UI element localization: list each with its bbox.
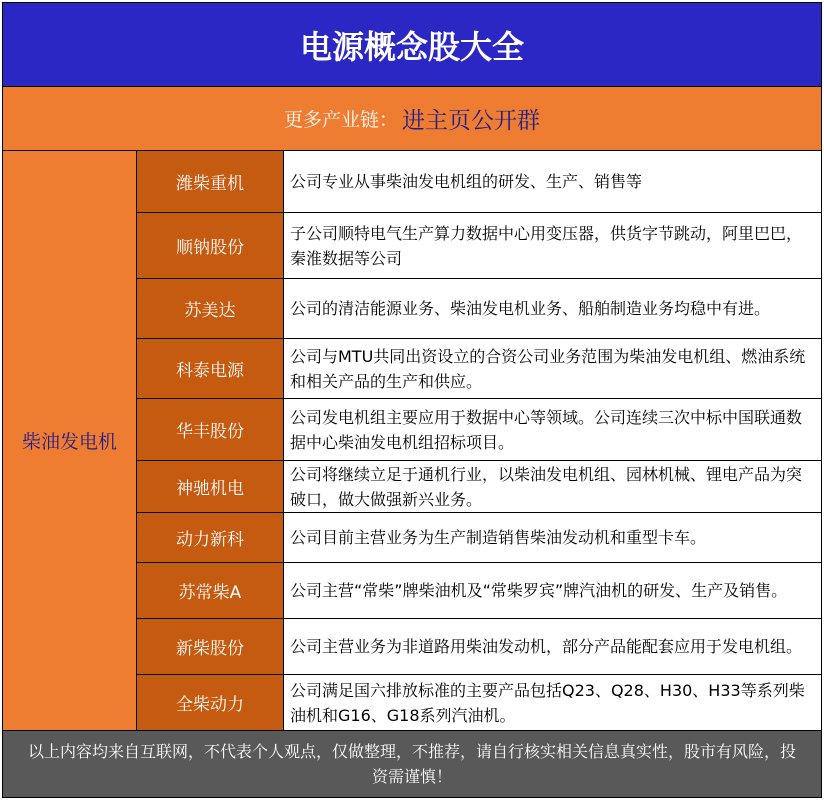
company-description: 公司与MTU共同出资设立的合资公司业务范围为柴油发电机组、燃油系统和相关产品的生产和供应。 — [284, 339, 821, 398]
company-name: 神驰机电 — [137, 461, 284, 512]
company-description: 公司发电机组主要应用于数据中心等领域。公司连续三次中标中国联通数据中心柴油发电机组招标项目。 — [284, 399, 821, 460]
page-title: 电源概念股大全 — [3, 3, 821, 87]
company-name: 顺钠股份 — [137, 213, 284, 278]
company-description: 公司的清洁能源业务、柴油发电机业务、船舶制造业务均稳中有进。 — [284, 279, 821, 338]
subtitle-prefix: 更多产业链： — [283, 109, 398, 131]
table-row — [137, 563, 821, 619]
table-row — [137, 461, 821, 513]
table-row — [137, 151, 821, 213]
company-name: 苏美达 — [137, 279, 284, 338]
subtitle-bar — [3, 87, 821, 151]
company-name: 全柴动力 — [137, 675, 284, 730]
table-row — [137, 339, 821, 399]
disclaimer: 以上内容均来自互联网，不代表个人观点，仅做整理，不推荐，请自行核实相关信息真实性，股市有风险，投资需谨慎！ — [3, 731, 821, 797]
company-description: 子公司顺特电气生产算力数据中心用变压器，供货字节跳动，阿里巴巴，秦淮数据等公司 — [284, 213, 821, 278]
company-name: 新柴股份 — [137, 619, 284, 674]
table-row — [137, 279, 821, 339]
company-description: 公司满足国六排放标准的主要产品包括Q23、Q28、H30、H33等系列柴油机和G16、G18系列汽油机。 — [284, 675, 821, 730]
table-row — [137, 619, 821, 675]
table-row — [137, 213, 821, 279]
company-description: 公司主营业务为非道路用柴油发动机，部分产品能配套应用于发电机组。 — [284, 619, 821, 674]
subtitle-link[interactable]: 进主页公开群 — [402, 108, 540, 134]
company-rows — [137, 151, 821, 730]
category-label: 柴油发电机 — [3, 151, 137, 730]
stock-table — [2, 2, 822, 798]
company-name: 苏常柴A — [137, 563, 284, 618]
company-description: 公司专业从事柴油发电机组的研发、生产、销售等 — [284, 151, 821, 212]
company-description: 公司将继续立足于通机行业，以柴油发电机组、园林机械、锂电产品为突破口，做大做强新兴业务。 — [284, 461, 821, 512]
company-name: 动力新科 — [137, 513, 284, 562]
table-row — [137, 399, 821, 461]
company-name: 华丰股份 — [137, 399, 284, 460]
company-description: 公司主营“常柴”牌柴油机及“常柴罗宾”牌汽油机的研发、生产及销售。 — [284, 563, 821, 618]
company-description: 公司目前主营业务为生产制造销售柴油发动机和重型卡车。 — [284, 513, 821, 562]
table-row — [137, 675, 821, 730]
company-name: 科泰电源 — [137, 339, 284, 398]
table-row — [137, 513, 821, 563]
company-name: 潍柴重机 — [137, 151, 284, 212]
table-body — [3, 151, 821, 731]
